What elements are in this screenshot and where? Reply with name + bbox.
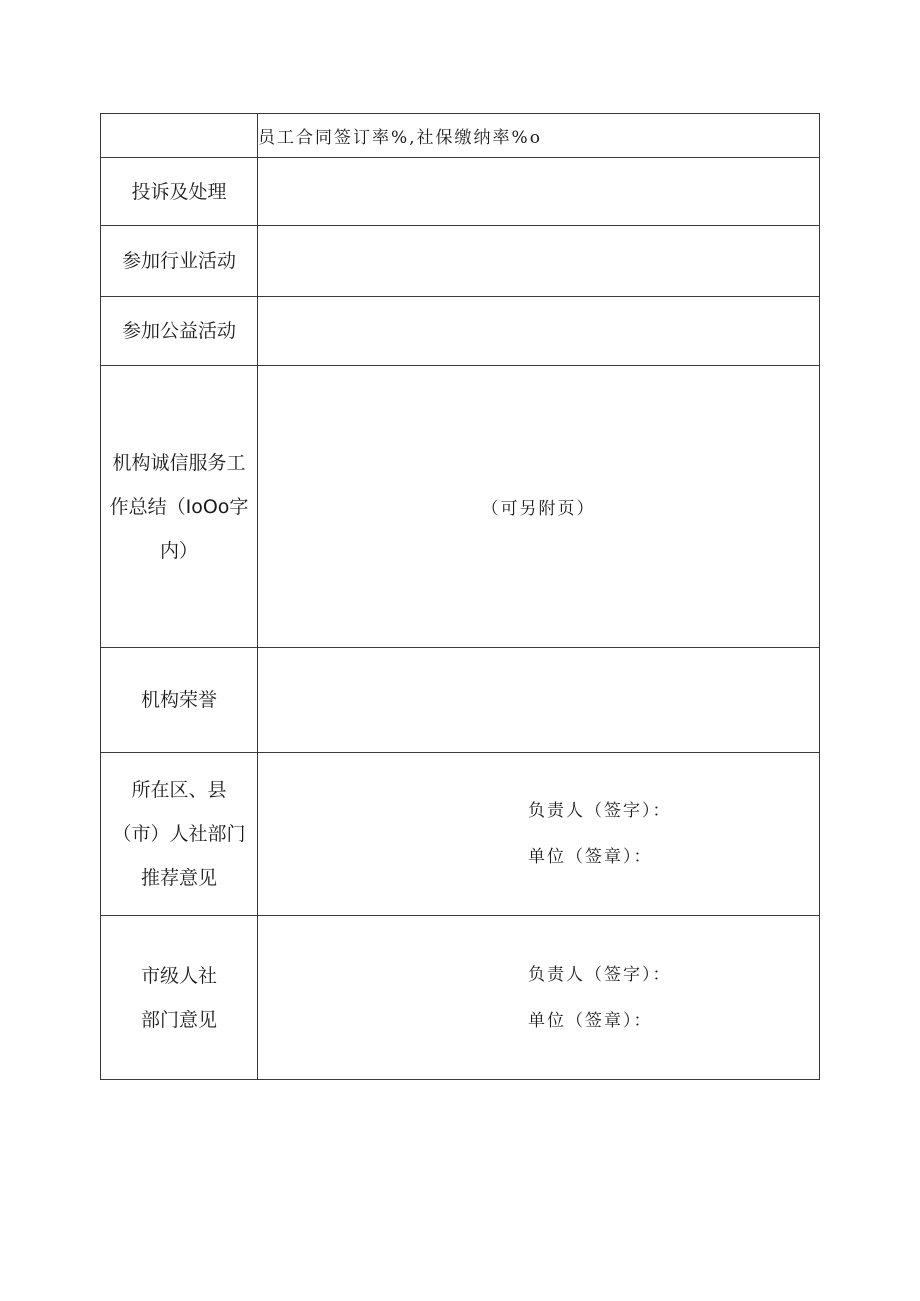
summary-label-line-3: 内） xyxy=(159,539,198,562)
city-signature-block xyxy=(258,952,819,1044)
city-label-line-2: 部门意见 xyxy=(140,1008,217,1031)
honors-field[interactable] xyxy=(258,648,820,753)
evaluation-form-table xyxy=(100,113,820,1080)
city-opinion-field[interactable] xyxy=(258,916,820,1080)
district-signature-block xyxy=(258,788,819,880)
rates-value: 员工合同签订率%,社保缴纳率%o xyxy=(258,114,820,158)
district-label-line-1: 所在区、县 xyxy=(131,779,227,801)
city-label-line-1: 市级人社 xyxy=(140,964,217,987)
district-opinion-label xyxy=(101,753,258,916)
public-welfare-label: 参加公益活动 xyxy=(101,297,258,366)
summary-attachment-note: （可另附页） xyxy=(481,499,596,519)
city-stamp-label: 单位（签章）： xyxy=(528,1010,653,1031)
complaints-label: 投诉及处理 xyxy=(101,158,258,226)
complaints-row xyxy=(101,158,820,226)
summary-label-line-1: 机构诚信服务工 xyxy=(112,451,246,474)
summary-field[interactable] xyxy=(258,366,820,648)
summary-row xyxy=(101,366,820,648)
district-label-line-2: （市）人社部门 xyxy=(112,823,246,845)
complaints-field[interactable] xyxy=(258,158,820,226)
industry-activities-field[interactable] xyxy=(258,226,820,297)
district-signer-label: 负责人（签字）： xyxy=(528,801,672,821)
summary-label-line-2: 作总结（IoOo字 xyxy=(109,495,249,518)
summary-label xyxy=(101,366,258,648)
city-signer-label: 负责人（签字）： xyxy=(528,964,672,985)
industry-activities-label: 参加行业活动 xyxy=(101,226,258,297)
district-label-line-3: 推荐意见 xyxy=(140,867,217,889)
district-stamp-label: 单位（签章）： xyxy=(528,847,653,867)
honors-row xyxy=(101,648,820,753)
industry-activities-row xyxy=(101,226,820,297)
rates-label xyxy=(101,114,258,158)
district-opinion-field[interactable] xyxy=(258,753,820,916)
city-opinion-row xyxy=(101,916,820,1080)
public-welfare-row xyxy=(101,297,820,366)
honors-label: 机构荣誉 xyxy=(101,648,258,753)
city-opinion-label xyxy=(101,916,258,1080)
district-opinion-row xyxy=(101,753,820,916)
public-welfare-field[interactable] xyxy=(258,297,820,366)
rates-row xyxy=(101,114,820,158)
